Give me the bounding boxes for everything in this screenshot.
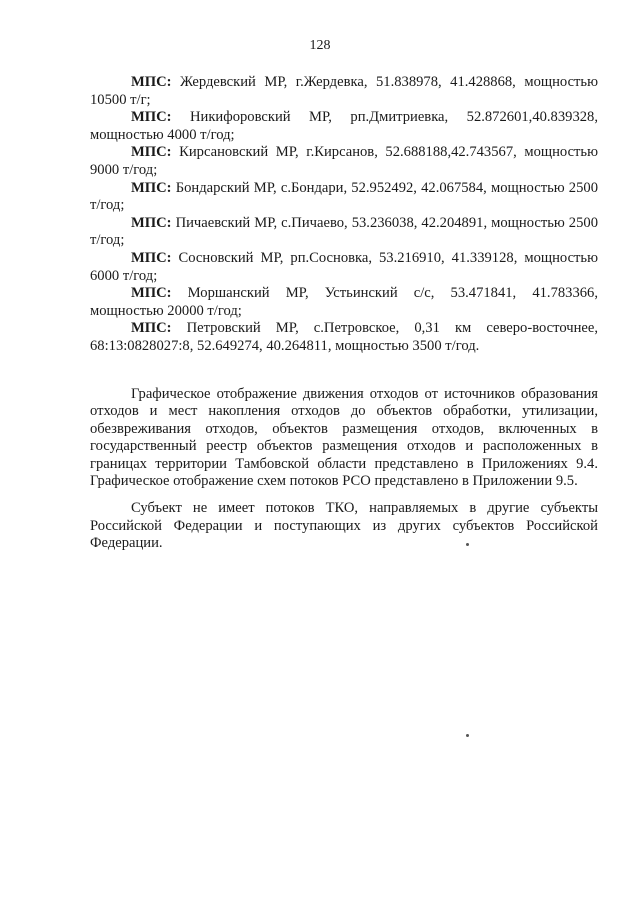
entry-text: Никифоровский МР, рп.Дмитриевка, 52.872601,40.839328, мощностью 4000 т/год; [90,109,598,143]
entry-text: Сосновский МР, рп.Сосновка, 53.216910, 41.339128, мощностью 6000 т/год; [90,249,598,284]
entry-tag: МПС: [131,320,172,337]
entry-text: Кирсановский МР, г.Кирсанов, 52.688188,42.743567, мощностью 9000 т/год; [90,144,598,178]
scan-speck [466,543,469,546]
facility-entry [90,320,598,355]
facility-entry [90,215,598,250]
spacer [90,356,598,386]
entry-text: Жердевский МР, г.Жердевка, 51.838978, 41.428868, мощностью 10500 т/г; [90,74,598,108]
entry-tag: МПС: [131,109,172,126]
facility-entry [90,250,598,285]
entry-text: Петровский МР, с.Петровское, 0,31 км северо-восточнее, 68:13:0828027:8, 52.649274, 40.264811, мощностью 3500 т/год. [90,320,598,354]
entry-text: Пичаевский МР, с.Пичаево, 53.236038, 42.204891, мощностью 2500 т/год; [90,214,598,249]
body-paragraph: Графическое отображение движения отходов от источников образования отходов и мест накопления отходов до объектов обработки, утилизации, обезвреживания отходов, объектов размещения отходов, включенных в государственный реестр объектов размещения отходов и расположенных в границах территории Тамбовской области представлено в Приложениях 9.4. Графическое отображение схем потоков РСО представлено в Приложении 9.5. [90,385,598,490]
facility-entry [90,74,598,109]
body-paragraph: Субъект не имеет потоков ТКО, направляемых в другие субъекты Российской Федерации и поступающих из других субъектов Российской Федерации. [90,500,598,552]
entry-tag: МПС: [131,74,172,90]
scan-speck [466,734,469,737]
entry-tag: МПС: [131,179,172,196]
entry-tag: МПС: [131,285,172,302]
page-number: 128 [309,38,331,53]
facility-entry [90,285,598,320]
entry-tag: МПС: [131,144,172,161]
spacer [90,491,598,500]
entry-text: Моршанский МР, Устьинский с/с, 53.471841, 41.783366, мощностью 20000 т/год; [90,285,598,319]
facility-entry [90,109,598,144]
facility-entry [90,180,598,215]
facility-entry [90,144,598,179]
entry-text: Бондарский МР, с.Бондари, 52.952492, 42.067584, мощностью 2500 т/год; [90,179,598,214]
entry-tag: МПС: [131,249,172,266]
document-body [90,74,598,553]
entry-tag: МПС: [131,214,172,231]
